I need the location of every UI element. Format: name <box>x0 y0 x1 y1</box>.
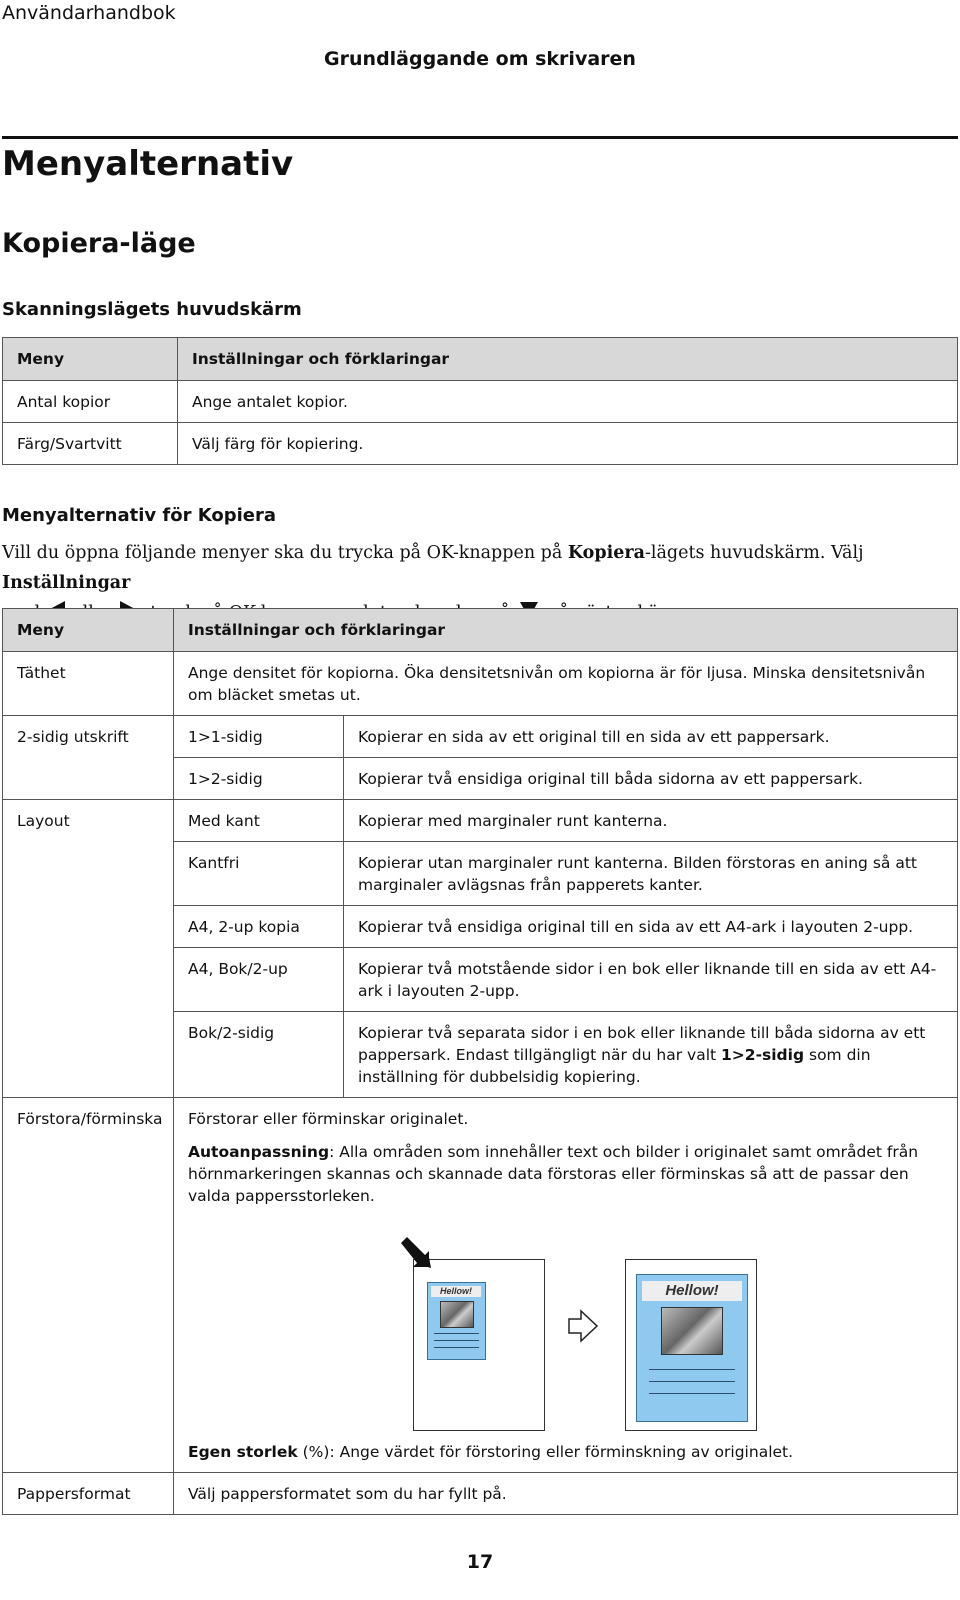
chapter-title: Grundläggande om skrivaren <box>324 48 636 70</box>
option-cell: Bok/2-sidig <box>174 1012 344 1098</box>
section-title: Kopiera-läge <box>2 228 196 259</box>
header-rule <box>2 136 958 139</box>
table-row <box>3 906 958 948</box>
autofit-illustration <box>363 1221 913 1431</box>
table-row <box>3 948 958 1012</box>
table-header-menu: Meny <box>3 338 178 381</box>
desc-cell: Kopierar utan marginaler runt kanterna. Bilden förstoras en aning så att marginaler avlägsnas från papperets kanter. <box>344 842 958 906</box>
desc-cell: Kopierar två separata sidor i en bok eller liknande till båda sidorna av ett pappersark. Endast tillgängligt när du har valt 1>2-sidig som din inställning för dubbelsidig kopiering. <box>344 1012 958 1098</box>
menu-cell: Antal kopior <box>3 381 178 423</box>
desc-cell: Välj pappersformatet som du har fyllt på. <box>174 1473 958 1515</box>
subsection-title-copy-menu: Menyalternativ för Kopiera <box>2 505 277 526</box>
option-cell: Med kant <box>174 800 344 842</box>
menu-cell: Täthet <box>3 652 174 716</box>
desc-cell: Ange densitet för kopiorna. Öka densitetsnivån om kopiorna är för ljusa. Minska densitetsnivån om bläcket smetas ut. <box>174 652 958 716</box>
table-header-menu: Meny <box>3 609 174 652</box>
table-row <box>3 758 958 800</box>
option-cell: A4, 2-up kopia <box>174 906 344 948</box>
table-row <box>3 423 958 465</box>
table-row <box>3 842 958 906</box>
menu-cell: 2-sidig utskrift <box>3 716 174 758</box>
table-row <box>3 716 958 758</box>
option-cell: 1>2-sidig <box>174 758 344 800</box>
table-row <box>3 381 958 423</box>
hollow-right-arrow-icon <box>567 1309 599 1343</box>
original-sheet <box>413 1259 545 1431</box>
subsection-title-main-screen: Skanningslägets huvudskärm <box>2 299 302 320</box>
desc-cell: Välj färg för kopiering. <box>178 423 958 465</box>
small-document: Hellow! <box>427 1282 486 1360</box>
table-row <box>3 1473 958 1515</box>
main-screen-table <box>2 337 958 465</box>
table-header-settings: Inställningar och förklaringar <box>178 338 958 381</box>
option-cell: A4, Bok/2-up <box>174 948 344 1012</box>
desc-cell: Kopierar med marginaler runt kanterna. <box>344 800 958 842</box>
result-sheet <box>625 1259 757 1431</box>
intro-paragraph: Vill du öppna följande menyer ska du trycka på OK-knappen på Kopiera-lägets huvudskärm. Välj Inställningar <box>2 538 952 628</box>
desc-cell: Kopierar två ensidiga original till en sida av ett A4-ark i layouten 2-upp. <box>344 906 958 948</box>
table-row <box>3 1012 958 1098</box>
page-title: Menyalternativ <box>2 144 294 184</box>
option-cell: 1>1-sidig <box>174 716 344 758</box>
page-number: 17 <box>466 1551 494 1573</box>
table-header-settings: Inställningar och förklaringar <box>174 609 958 652</box>
desc-cell: Kopierar två ensidiga original till båda sidorna av ett pappersark. <box>344 758 958 800</box>
table-row <box>3 1098 958 1473</box>
menu-cell: Förstora/förminska <box>3 1098 174 1473</box>
desc-cell: Ange antalet kopior. <box>178 381 958 423</box>
menu-cell: Färg/Svartvitt <box>3 423 178 465</box>
copy-menu-table <box>2 608 958 1515</box>
manual-brand: Användarhandbok <box>2 2 176 24</box>
table-row <box>3 800 958 842</box>
menu-cell: Layout <box>3 800 174 842</box>
enlarged-document: Hellow! <box>636 1274 748 1422</box>
desc-cell: Kopierar två motstående sidor i en bok eller liknande till en sida av ett A4-ark i layouten 2-upp. <box>344 948 958 1012</box>
option-cell: Kantfri <box>174 842 344 906</box>
table-row <box>3 652 958 716</box>
menu-cell: Pappersformat <box>3 1473 174 1515</box>
corner-pointer-icon <box>399 1235 435 1269</box>
desc-cell: Förstorar eller förminskar originalet. Autoanpassning: Alla områden som innehåller text och bilder i originalet samt området från hörnmarkeringen skannas och skannade data förstoras eller förminskas så att de passar den valda pappersstorleken. Hellow! Hellow! Egen storlek (%): Ange värdet för förstoring eller förminskning av originalet. <box>174 1098 958 1473</box>
desc-cell: Kopierar en sida av ett original till en sida av ett pappersark. <box>344 716 958 758</box>
